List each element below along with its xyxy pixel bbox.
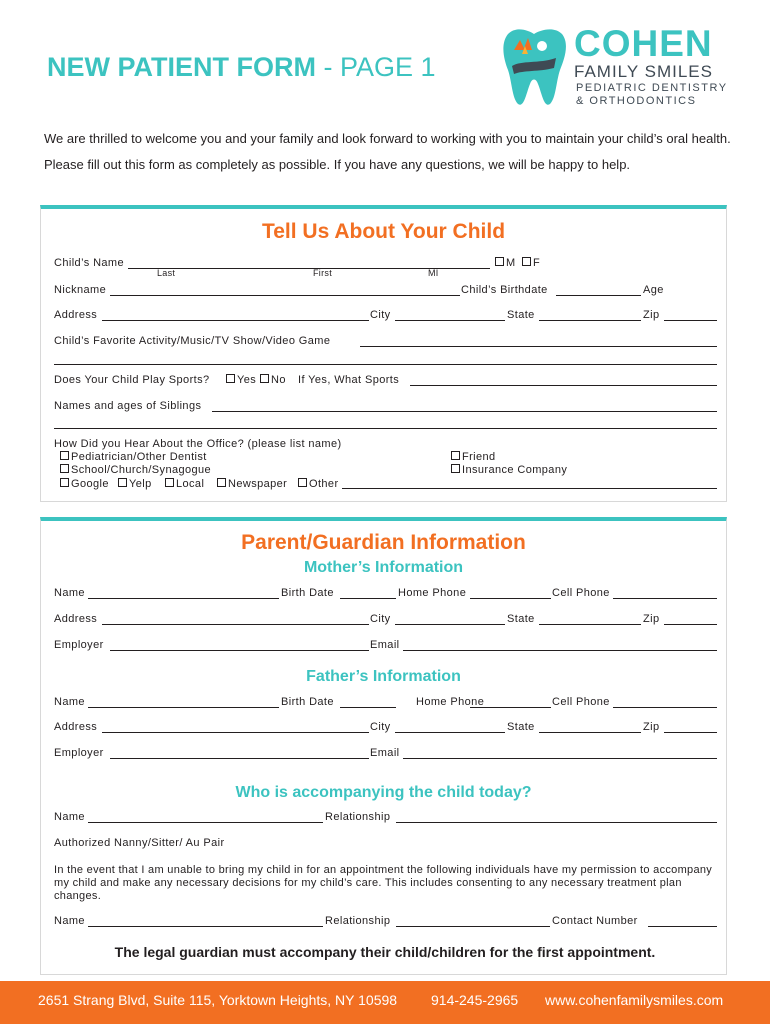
other-field[interactable]: [342, 488, 717, 489]
father-state-field[interactable]: [539, 732, 641, 733]
child-city-field[interactable]: [395, 320, 505, 321]
father-city-field[interactable]: [395, 732, 505, 733]
father-email-field[interactable]: [403, 758, 717, 759]
child-address-field[interactable]: [102, 320, 369, 321]
footer-website[interactable]: www.cohenfamilysmiles.com: [545, 992, 724, 1008]
tooth-icon: [498, 24, 570, 108]
parent-section: [40, 517, 727, 975]
father-address-field[interactable]: [102, 732, 369, 733]
child-section-title: Tell Us About Your Child: [261, 220, 506, 243]
mother-employer-field[interactable]: [110, 650, 369, 651]
sports-field[interactable]: [410, 385, 717, 386]
sports-no-checkbox[interactable]: [260, 374, 269, 383]
mother-address-field[interactable]: [102, 624, 369, 625]
siblings-field[interactable]: [212, 411, 717, 412]
local-checkbox[interactable]: [165, 478, 174, 487]
accompany-relationship-field[interactable]: [396, 822, 717, 823]
father-title: Father’s Information: [306, 668, 461, 685]
father-home-phone-field[interactable]: [470, 707, 551, 708]
mother-zip-field[interactable]: [664, 624, 717, 625]
mother-home-phone-field[interactable]: [470, 598, 551, 599]
mother-email-field[interactable]: [403, 650, 717, 651]
parent-section-title: Parent/Guardian Information: [241, 531, 526, 554]
accompany-title: Who is accompanying the child today?: [235, 784, 532, 801]
female-checkbox[interactable]: [522, 257, 531, 266]
page-title: NEW PATIENT FORM - PAGE 1: [47, 52, 436, 82]
child-zip-field[interactable]: [664, 320, 717, 321]
newspaper-checkbox[interactable]: [217, 478, 226, 487]
footer: [0, 981, 770, 1024]
insurance-checkbox[interactable]: [451, 464, 460, 473]
mother-state-field[interactable]: [539, 624, 641, 625]
accompany-name-field[interactable]: [88, 822, 323, 823]
permission-text: In the event that I am unable to bring my child in for an appointment the following individuals have my permission to accompany my child and make any necessary decisions for my child’s care. This includes consenting to any necessary treatment plan changes.: [54, 864, 713, 902]
mother-cell-phone-field[interactable]: [613, 598, 717, 599]
authorized-name-field[interactable]: [88, 926, 323, 927]
male-checkbox[interactable]: [495, 257, 504, 266]
school-checkbox[interactable]: [60, 464, 69, 473]
footer-address: 2651 Strang Blvd, Suite 115, Yorktown Heights, NY 10598: [38, 992, 398, 1008]
nanny-label: Authorized Nanny/Sitter/ Au Pair: [54, 837, 225, 849]
father-cell-phone-field[interactable]: [613, 707, 717, 708]
google-checkbox[interactable]: [60, 478, 69, 487]
mother-city-field[interactable]: [395, 624, 505, 625]
favorite-field-2[interactable]: [54, 364, 717, 365]
mother-title: Mother’s Information: [303, 559, 464, 576]
friend-checkbox[interactable]: [451, 451, 460, 460]
guardian-notice: The legal guardian must accompany their child/children for the first appointment.: [114, 944, 656, 960]
mother-birth-date-field[interactable]: [340, 598, 396, 599]
authorized-relationship-field[interactable]: [396, 926, 550, 927]
nickname-field[interactable]: [110, 295, 460, 296]
father-employer-field[interactable]: [110, 758, 369, 759]
father-name-field[interactable]: [88, 707, 279, 708]
other-checkbox[interactable]: [298, 478, 307, 487]
siblings-field-2[interactable]: [54, 428, 717, 429]
favorite-field[interactable]: [360, 346, 717, 347]
father-birth-date-field[interactable]: [340, 707, 396, 708]
pediatrician-checkbox[interactable]: [60, 451, 69, 460]
birthdate-field[interactable]: [556, 295, 641, 296]
father-zip-field[interactable]: [664, 732, 717, 733]
yelp-checkbox[interactable]: [118, 478, 127, 487]
logo: COHEN FAMILY SMILES PEDIATRIC DENTISTRY & ORTHODONTICS: [498, 24, 730, 108]
authorized-contact-field[interactable]: [648, 926, 717, 927]
sports-yes-checkbox[interactable]: [226, 374, 235, 383]
intro-text: We are thrilled to welcome you and your family and look forward to working with you to maintain your child’s oral health. Please fill out this form as completely as possible. If you have any questions, we will be happy to help.: [44, 131, 731, 172]
mother-name-field[interactable]: [88, 598, 279, 599]
child-state-field[interactable]: [539, 320, 641, 321]
child-name-label: Child’s Name: [54, 257, 125, 269]
footer-phone[interactable]: 914-245-2965: [431, 992, 519, 1008]
